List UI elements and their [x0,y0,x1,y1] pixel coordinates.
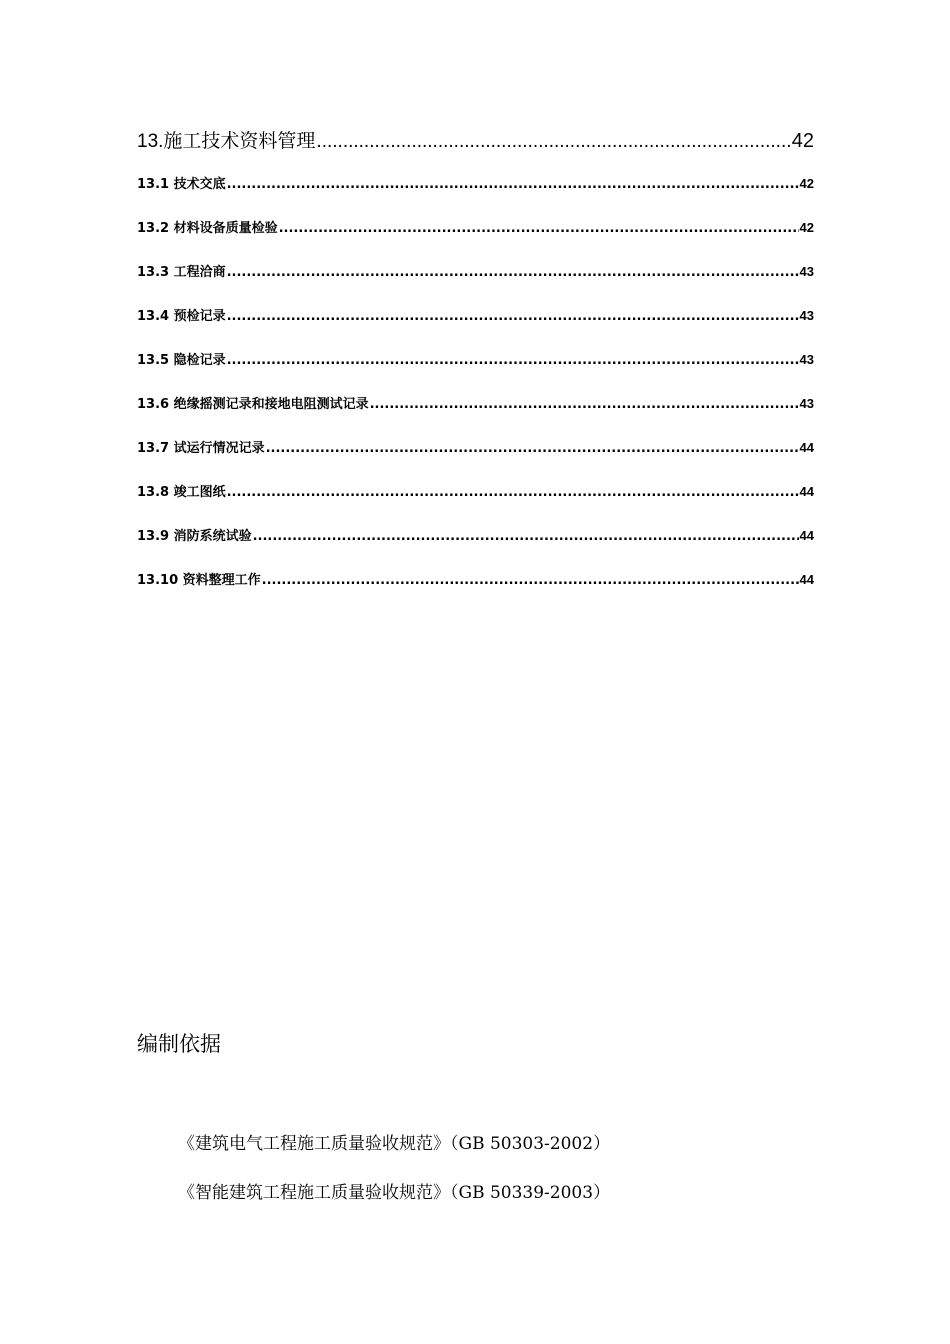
toc-leader-dots [227,265,799,280]
toc-leader-dots [266,441,799,456]
toc-entry-13-9[interactable] [137,525,814,544]
section-heading: 编制依据 [137,1032,221,1056]
toc-entry-label: 13.2 材料设备质量检验 [137,221,278,236]
toc-entry-label: 13.7 试运行情况记录 [137,441,265,456]
toc-entry-13-10[interactable] [137,569,814,588]
toc-entry-13-1[interactable] [137,173,814,192]
toc-entry-13-5[interactable] [137,349,814,368]
toc-entry-13-2[interactable] [137,217,814,236]
toc-entry-page: 42 [799,176,814,191]
toc-entry-page: 43 [799,308,814,323]
toc-leader-dots [370,397,799,412]
toc-entry-label: 13.9 消防系统试验 [137,529,252,544]
toc-leader-dots [227,485,799,500]
toc-entry-page: 44 [799,484,814,499]
toc-leader-dots [262,573,799,588]
toc-entry-page: 43 [799,264,814,279]
toc-entry-page: 44 [799,528,814,543]
toc-entry-13-3[interactable] [137,261,814,280]
toc-entry-13-7[interactable] [137,437,814,456]
toc-entry-main[interactable] [137,126,814,153]
toc-entry-13-4[interactable] [137,305,814,324]
toc-entry-label: 13.施工技术资料管理 [137,131,316,152]
toc-entry-label: 13.3 工程洽商 [137,265,226,280]
toc-entry-page: 42 [791,130,814,152]
toc-leader-dots [227,309,799,324]
toc-leader-dots [227,353,799,368]
toc-leader-dots [227,177,799,192]
toc-entry-page: 44 [799,440,814,455]
toc-entry-page: 43 [799,352,814,367]
toc-entry-page: 42 [799,220,814,235]
toc-entry-page: 43 [799,396,814,411]
toc-entry-label: 13.4 预检记录 [137,309,226,324]
toc-entry-label: 13.1 技术交底 [137,177,226,192]
toc-leader-dots [253,529,799,544]
toc-entry-13-6[interactable] [137,393,814,412]
toc-entry-label: 13.8 竣工图纸 [137,485,226,500]
toc-entry-page: 44 [799,572,814,587]
reference-item: 《建筑电气工程施工质量验收规范》（GB 50303-2002） [178,1134,611,1154]
reference-item: 《智能建筑工程施工质量验收规范》（GB 50339-2003） [178,1183,611,1203]
toc-entry-label: 13.5 隐检记录 [137,353,226,368]
toc-leader-dots [316,131,790,153]
toc-entry-label: 13.10 资料整理工作 [137,573,261,588]
toc-entry-13-8[interactable] [137,481,814,500]
toc-leader-dots [279,221,799,236]
toc-entry-label: 13.6 绝缘摇测记录和接地电阻测试记录 [137,397,369,412]
